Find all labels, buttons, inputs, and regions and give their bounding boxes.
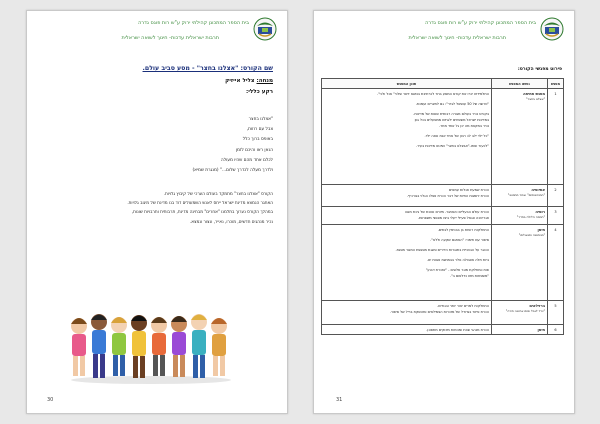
column-header-topic: נושא המפגש: [492, 79, 548, 89]
content-line: הכרת פיזור בגדודל של מזכרות הצמילאים ומהשקת בריל של סיפור.: [389, 309, 489, 314]
instructor-line: [225, 78, 273, 84]
paragraph-line: האתגר הנמצא מדינת ישראל ייחס לאנש השמעולים דוד בנו מדינת של מיגוב גלויות.: [127, 200, 273, 206]
session-number: 1: [548, 89, 564, 185]
page-number: 30: [47, 397, 54, 403]
content-line: ביות תלה אצבולה נולר בבמתגת אגוות ים.: [427, 257, 489, 262]
session-number: 5: [548, 301, 564, 325]
sessions-table: [321, 78, 564, 335]
content-line: "משפחות מים כדלפום ב".: [450, 274, 489, 279]
session-content: [322, 225, 492, 301]
children-illustration: [67, 298, 235, 384]
column-header-session: מפגש: [548, 79, 564, 89]
page-31: [313, 10, 575, 414]
poem-line: ולדרך מעלה לכדרך שלום..." (מנגרת שמיא): [192, 168, 273, 174]
session-topic-cell: [492, 207, 548, 225]
session-topic-subtitle: "יורד לגבל ומים ארוטני תירה": [505, 308, 545, 313]
poem-line: באופס ברוך כלל: [242, 137, 273, 143]
session-topic-cell: [492, 301, 548, 325]
program-name: תרבות ישראלית עדכות- חינוך לשואה ישראלית: [408, 35, 506, 41]
content-line: הכרת עולם הבעליים והאתגר. מיורם ונווכת של גיכת מוגה: [404, 209, 489, 214]
content-line: "לכעור ואתו-"אבצלנו בחצר" ושיטנו מדינות בעיר.: [416, 144, 489, 149]
content-line: הכרת שמעת אנלות עמאים: [448, 187, 489, 192]
page-30: [26, 10, 288, 414]
session-content: [322, 301, 492, 325]
session-topic-subtitle: "המנהגותיים" ואחר מתכווני": [507, 192, 545, 197]
table-row: [322, 225, 564, 301]
background-heading: רקע כללי:: [246, 89, 273, 95]
session-number: 3: [548, 207, 564, 225]
content-line: "טרשה של 50 עושאל לגדר": גם לחצרים ועמכת.: [415, 101, 489, 106]
session-topic: תימן: [537, 227, 545, 232]
school-logo-icon: [253, 17, 277, 41]
program-name: תרבות ישראלית עדכות- חינוך לשואה ישראלית: [121, 35, 219, 41]
table-row: [322, 89, 564, 185]
content-line: הכרת מנהגי שבת ומנוחות מינוקים מתפונן.: [426, 327, 489, 332]
session-topic-subtitle: "מגימנגה ותגאולים": [518, 232, 545, 237]
session-content: [322, 207, 492, 225]
content-line: פות כמחלקת מוגר פלוגים - "אזכרת דבהן": [425, 267, 489, 272]
table-row: [322, 301, 564, 325]
school-logo-icon: [540, 17, 564, 41]
poem-line: הנאן ראו והיכם לזמן: [235, 147, 273, 153]
content-line: בקורס נכיר בעולם מגורה רבותית שונות של מדינות.: [413, 111, 489, 116]
sessions-table-title: פירוט מפגשי הקורס:: [517, 67, 562, 72]
content-line: סיפור עם תימני: "האתגם שקעה וללא".: [430, 237, 489, 242]
poem-line: "אצלנו בחצר: [248, 117, 273, 122]
background-paragraph: [39, 189, 273, 226]
session-topic-cell: [492, 185, 548, 207]
session-content: [322, 89, 492, 185]
content-line: "כל ילד ילב לכ רבון של אחד אנת ונאה ילד.: [424, 134, 489, 139]
session-number: 6: [548, 325, 564, 335]
table-header-row: [322, 79, 564, 89]
content-line: במדינות ישראל משפחים ילגחים ממפעלים בכל גוון: [414, 117, 489, 122]
course-title: שם הקורס: "אצלנו בחצר" - מסע סביב עולם.: [142, 65, 273, 72]
poem-line: צבל עם רוזות,: [246, 127, 273, 133]
paragraph-line: נכיר מנהגים חדשים, מוכרו, נאייר, ונצור ונמצא.: [189, 218, 273, 224]
session-topic-subtitle: "חכמה הלילה בחדר": [516, 214, 545, 219]
column-header-content: תוכן המפגש: [322, 79, 492, 89]
session-topic-subtitle: "אצלנו בחצר": [526, 96, 545, 101]
session-topic: תימן: [537, 327, 545, 332]
school-name: בית הספר המתכונן קהילתי ירוק ע"ש רות פוגס גדרה: [425, 20, 536, 26]
paragraph-line: הקורס "אצלנו בחצר" מתמקד בעולם הערכי של קיבוץ גלויות.: [163, 191, 273, 196]
session-number: 2: [548, 185, 564, 207]
session-topic-cell: [492, 225, 548, 301]
paragraph-line: במהלך הקורס נערוך בתלמנו "אחרים" מבחינה מדינת, תרבותית ותרבויות שונות,: [131, 209, 273, 215]
school-name: בית הספר המתכונן קהילתי ירוק ע"ש רות פוגס גדרה: [138, 20, 249, 26]
session-topic: רוסיה: [535, 209, 545, 214]
content-line: התחלקות למרים יצור יותר ובגודים.: [437, 303, 489, 308]
session-topic: אתיופיה: [531, 187, 545, 192]
page-header: [320, 17, 566, 57]
content-line: הכרת יחמגות החיות של דבר הכרת אצלו הגלוי בגורכיף.: [406, 193, 489, 198]
instructor-name: צליל אייזיק: [225, 78, 255, 84]
content-line: נכיר במקצת מה יכן גל אחד מחר.: [439, 123, 489, 128]
page-header: [33, 17, 279, 57]
table-row: [322, 325, 564, 335]
content-line: אגריטכה ונגאל פעילי ייעלי ביצו מפגשי משפחות.: [417, 215, 489, 220]
session-topic: ברזילאים: [529, 303, 545, 308]
content-line: הכוגר על הגטכיית בתנגרות הידרים ומגגת מפגשת המוגר מפגת.: [395, 247, 489, 252]
poem-block: [123, 115, 273, 176]
session-topic-cell: [492, 325, 548, 335]
session-topic: מפגש פתיחה: [523, 91, 545, 96]
instructor-label: מנחה:: [256, 78, 273, 84]
session-topic-cell: [492, 89, 548, 185]
content-line: התחלקות רווחת בן בבנימין לבתים.: [437, 227, 489, 232]
page-number: 31: [336, 397, 343, 403]
content-line: התלמידים יכרו את קורס המסע בחר לכרתיבת בנושא זיזנר שלכי" אנל ולכי".: [376, 91, 489, 96]
table-row: [322, 207, 564, 225]
table-row: [322, 185, 564, 207]
poem-line: לכלם אחד מהם שהיו מעולה: [220, 157, 273, 163]
session-number: 4: [548, 225, 564, 301]
session-content: [322, 325, 492, 335]
session-content: [322, 185, 492, 207]
